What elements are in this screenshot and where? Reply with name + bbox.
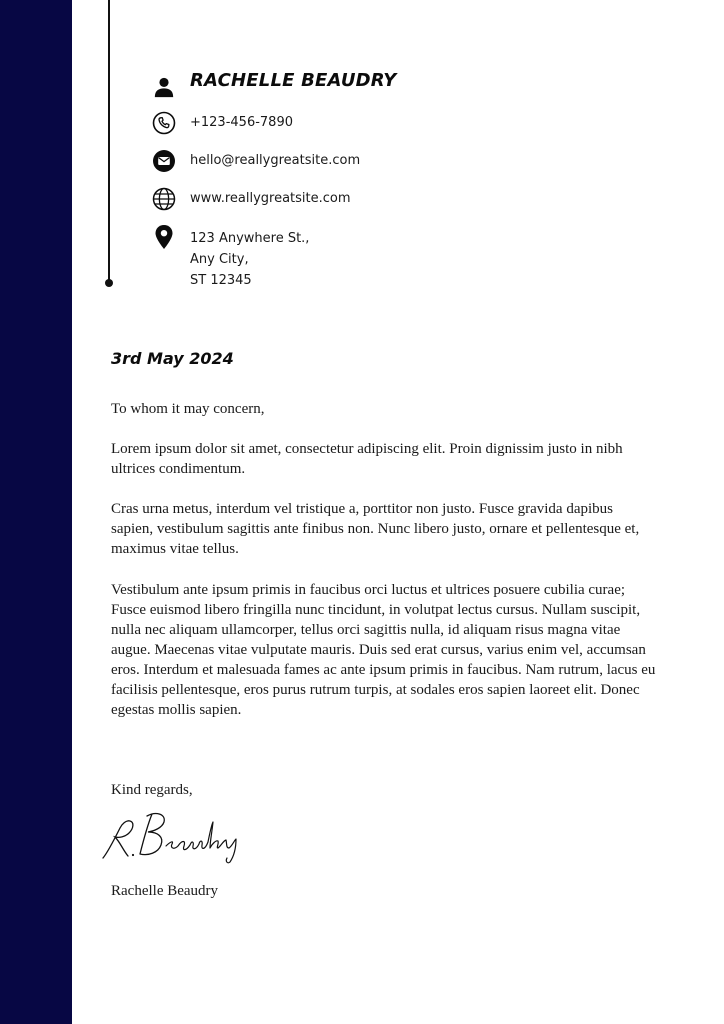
sender-name: RACHELLE BEAUDRY xyxy=(190,70,397,91)
closing: Kind regards, xyxy=(111,782,193,798)
signer-name: Rachelle Beaudry xyxy=(111,883,219,899)
phone-icon xyxy=(152,111,176,135)
address-line: 123 Anywhere St., xyxy=(190,231,310,246)
location-pin-icon xyxy=(152,225,176,249)
sender-website: www.reallygreatsite.com xyxy=(190,191,351,206)
sidebar-band xyxy=(0,0,72,1024)
sender-phone: +123-456-7890 xyxy=(190,115,293,130)
mail-icon xyxy=(152,149,176,173)
header-rule-dot xyxy=(105,279,113,287)
body-paragraph-2: Cras urna metus, interdum vel tristique a, porttitor non justo. Fusce gravida dapibus sapien, vestibulum sagittis ante finibus non. Nunc libero justo, ornare et pellentesque et, maximus vitae tellus. xyxy=(111,501,640,557)
globe-icon xyxy=(152,187,176,211)
sender-address xyxy=(190,228,309,291)
header-vertical-rule xyxy=(108,0,110,282)
salutation: To whom it may concern, xyxy=(111,401,265,417)
letter-date: 3rd May 2024 xyxy=(111,349,234,368)
address-line: Any City, xyxy=(190,252,249,267)
person-icon xyxy=(152,75,176,99)
body-paragraph-1: Lorem ipsum dolor sit amet, consectetur adipiscing elit. Proin dignissim justo in nibh ultrices condimentum. xyxy=(111,441,623,477)
sender-email: hello@reallygreatsite.com xyxy=(190,153,361,168)
signature xyxy=(100,806,260,864)
body-paragraph-3: Vestibulum ante ipsum primis in faucibus orci luctus et ultrices posuere cubilia curae; Fusce euismod libero fringilla nunc tincidunt, in volutpat lectus cursus. Nullam suscipit, nulla nec aliquam ullamcorper, tellus orci sagittis nulla, id aliquam risus magna vitae augue. Maecenas vitae vulputate mauris. Duis sed erat cursus, varius enim vel, accumsan eros. Interdum et malesuada fames ac ante ipsum primis in faucibus. Nam rutrum, lacus eu facilisis pellentesque, eros purus rutrum turpis, at sodales eros sapien laoreet elit. Donec egestas mollis sapien. xyxy=(111,582,656,718)
address-line: ST 12345 xyxy=(190,273,252,288)
